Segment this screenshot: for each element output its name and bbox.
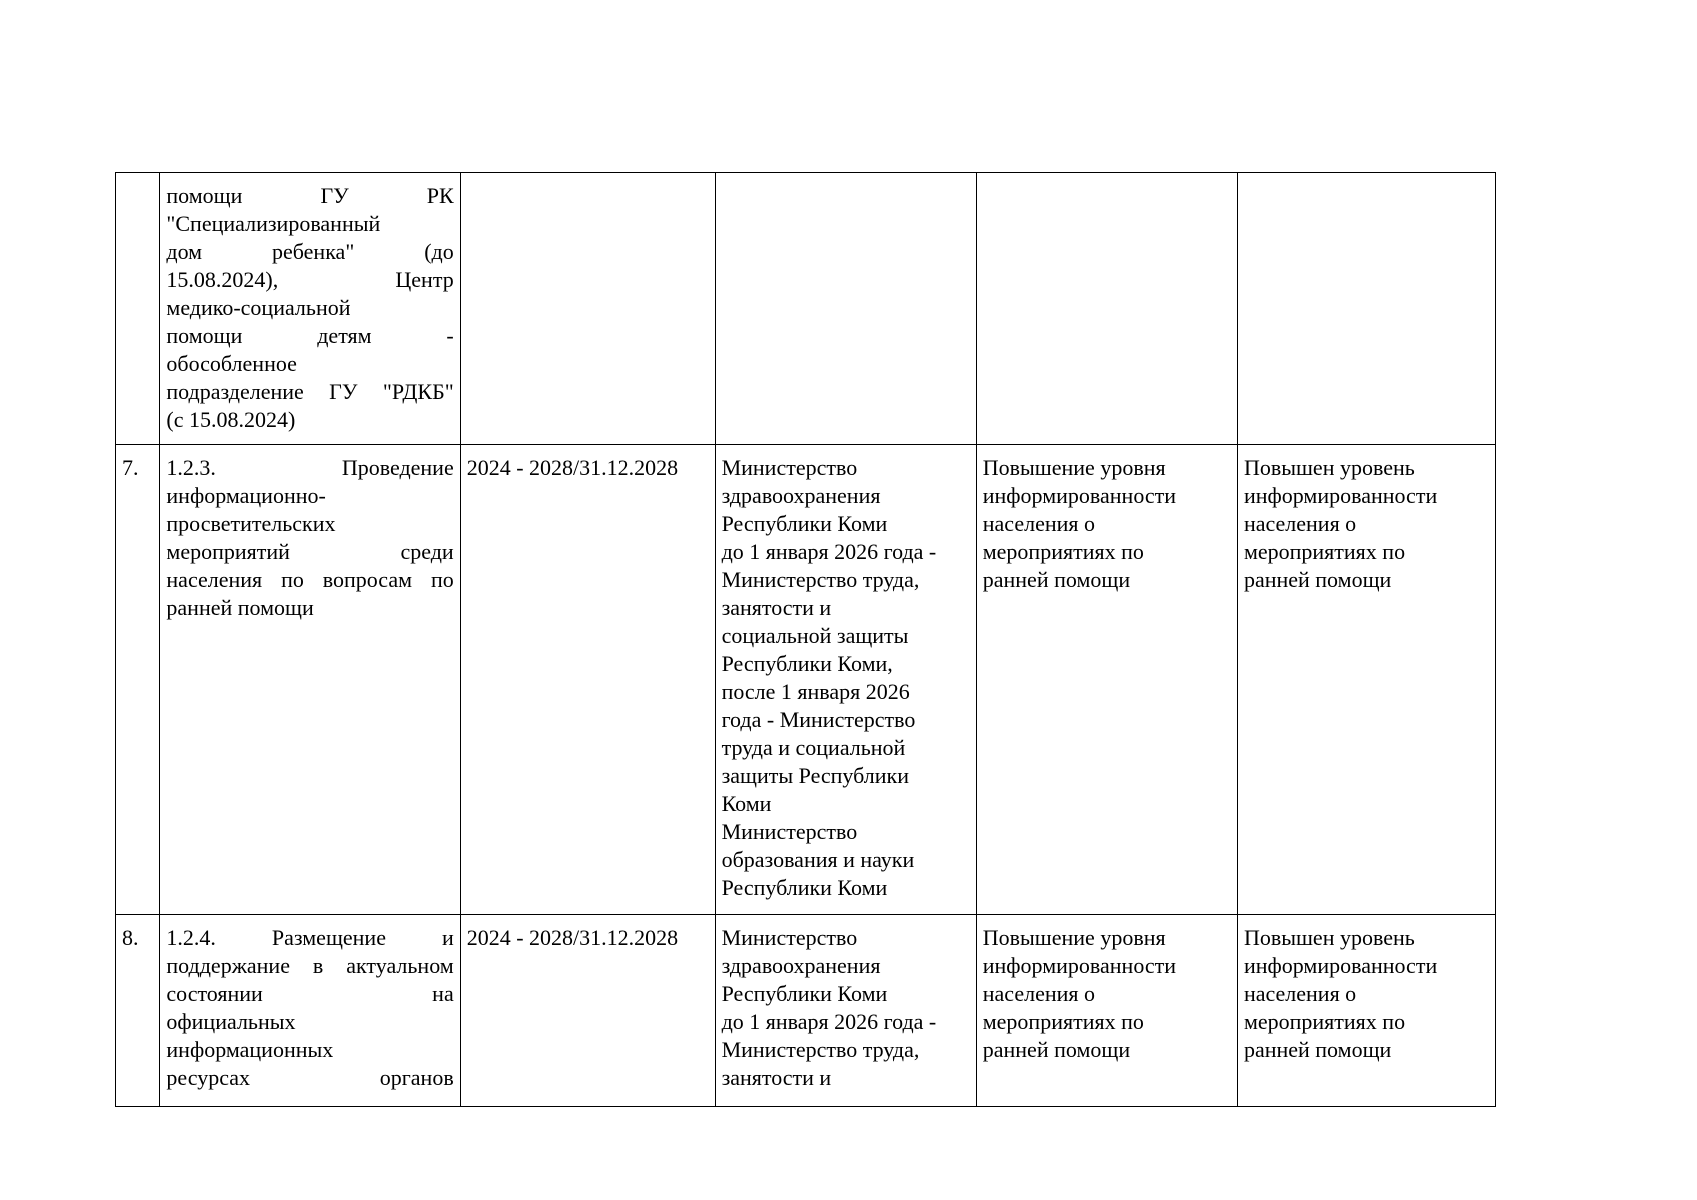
executor-cell: Министерство здравоохранения Республики Коми до 1 января 2026 года - Министерство труда, занятости и <box>715 915 976 1107</box>
measure-name-cell: 1.2.4. Размещение и поддержание в актуальном состоянии на официальных информационных ресурсах органов <box>160 915 460 1107</box>
row-number-cell <box>116 173 160 445</box>
result-cell: Повышение уровня информированности населения о мероприятиях по ранней помощи <box>976 445 1237 915</box>
executor-cell: Министерство здравоохранения Республики Коми до 1 января 2026 года - Министерство труда, занятости и социальной защиты Республики Коми, после 1 января 2026 года - Министерство труда и социальной защиты Республики Коми Министерство образования и науки Республики Коми <box>715 445 976 915</box>
row-number-cell: 7. <box>116 445 160 915</box>
table-row <box>116 173 1496 445</box>
measures-table <box>115 172 1496 1107</box>
row-number-cell: 8. <box>116 915 160 1107</box>
measure-name-cell: помощи ГУ РК "Специализированный дом ребенка" (до 15.08.2024), Центр медико-социальной помощи детям - обособленное подразделение ГУ "РДКБ" (с 15.08.2024) <box>160 173 460 445</box>
result-cell: Повышение уровня информированности населения о мероприятиях по ранней помощи <box>976 915 1237 1107</box>
term-cell <box>460 173 715 445</box>
table-row <box>116 445 1496 915</box>
measure-name-cell: 1.2.3. Проведение информационно- просветительских мероприятий среди населения по вопросам по ранней помощи <box>160 445 460 915</box>
executor-cell <box>715 173 976 445</box>
result-cell <box>976 173 1237 445</box>
table-row <box>116 915 1496 1107</box>
indicator-cell: Повышен уровень информированности населения о мероприятиях по ранней помощи <box>1237 445 1495 915</box>
indicator-cell <box>1237 173 1495 445</box>
indicator-cell: Повышен уровень информированности населения о мероприятиях по ранней помощи <box>1237 915 1495 1107</box>
term-cell: 2024 - 2028/31.12.2028 <box>460 915 715 1107</box>
term-cell: 2024 - 2028/31.12.2028 <box>460 445 715 915</box>
